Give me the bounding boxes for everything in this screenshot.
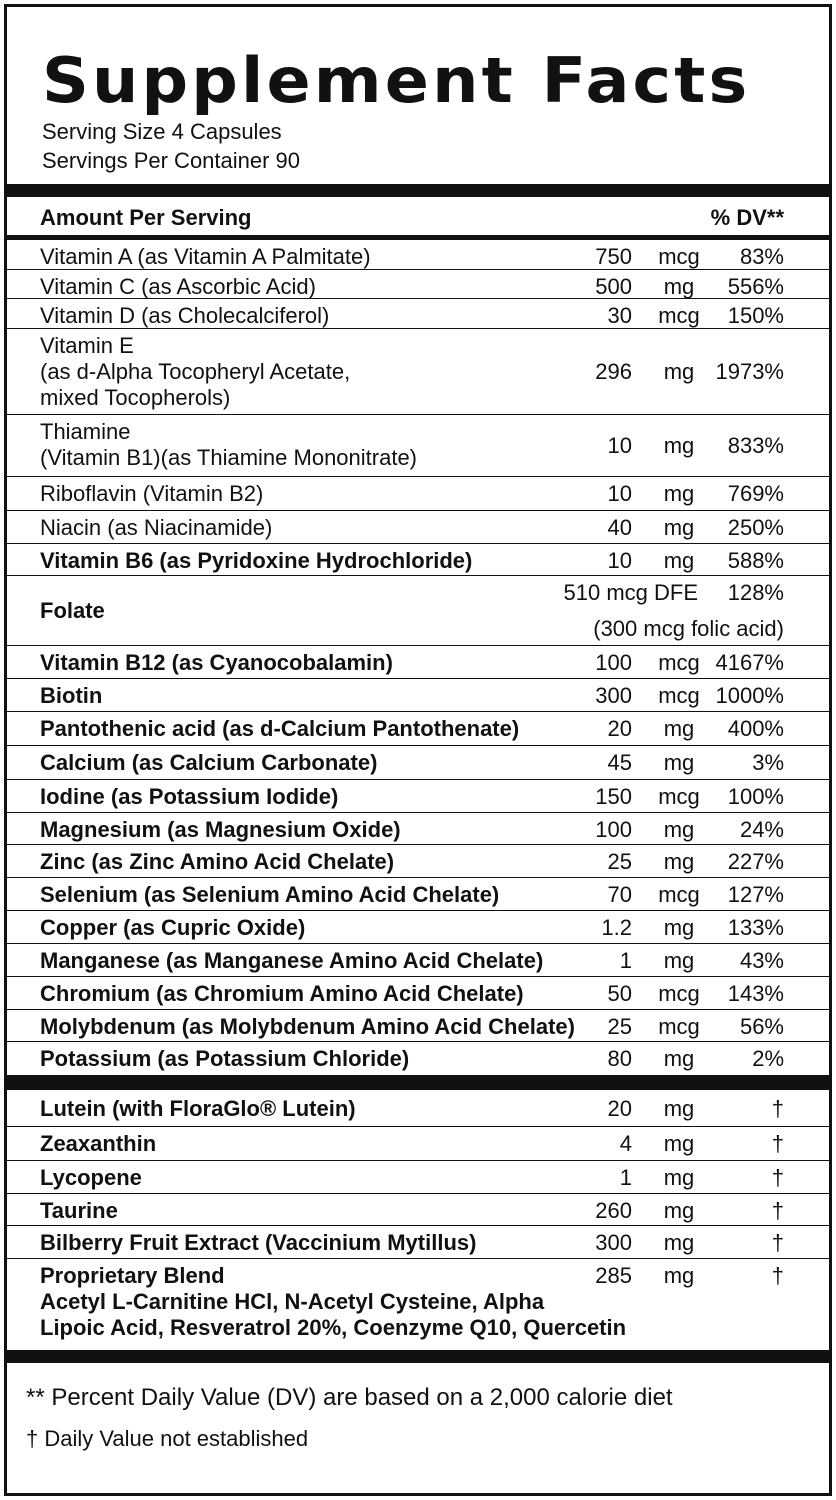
nutrient-row <box>4 1090 832 1127</box>
nutrient-name: Magnesium (as Magnesium Oxide) <box>40 817 401 842</box>
amount: 1 <box>619 948 632 973</box>
daily-value: † <box>771 1198 784 1223</box>
nutrient-name: Molybdenum (as Molybdenum Amino Acid Chelate) <box>40 1014 575 1039</box>
nutrient-name: Vitamin B6 (as Pyridoxine Hydrochloride) <box>40 548 473 573</box>
amount: 10 <box>607 481 632 506</box>
nutrient-row <box>4 270 832 299</box>
amount: 20 <box>607 716 632 741</box>
amount: 45 <box>607 750 632 775</box>
unit: mcg <box>658 882 700 907</box>
nutrient-name: Vitamin E (as d-Alpha Tocopheryl Acetate, mixed Tocopherols) <box>40 333 351 410</box>
daily-value: 100% <box>727 784 784 809</box>
nutrient-row <box>4 477 832 511</box>
daily-value: 2% <box>752 1046 784 1071</box>
nutrient-name: Niacin (as Niacinamide) <box>40 515 273 540</box>
nutrient-row <box>4 1010 832 1042</box>
unit: mcg <box>658 303 700 328</box>
unit: mcg <box>658 1014 700 1039</box>
nutrient-name: Vitamin B12 (as Cyanocobalamin) <box>40 650 393 675</box>
nutrient-name: Bilberry Fruit Extract (Vaccinium Mytillus) <box>40 1230 477 1255</box>
amount: 260 <box>595 1198 632 1223</box>
amount: 285 <box>595 1263 632 1288</box>
daily-value: † <box>771 1131 784 1156</box>
unit: mcg <box>658 981 700 1006</box>
unit: mcg <box>658 650 700 675</box>
nutrient-row <box>4 977 832 1010</box>
unit: mg <box>663 915 695 940</box>
unit: mcg <box>658 784 700 809</box>
nutrient-row <box>4 329 832 415</box>
nutrient-name: Thiamine (Vitamin B1)(as Thiamine Mononitrate) <box>40 419 418 470</box>
amount: 30 <box>607 303 632 328</box>
amount: 150 <box>595 784 632 809</box>
unit: mcg <box>658 683 700 708</box>
amount: 300 <box>595 1230 632 1255</box>
daily-value: 150% <box>727 303 784 328</box>
unit: mg <box>663 1131 695 1156</box>
servings-per-container: Servings Per Container 90 <box>42 148 301 173</box>
nutrient-row <box>4 1161 832 1194</box>
amount: 510 mcg DFE <box>563 580 698 605</box>
daily-value: 128% <box>727 580 784 605</box>
nutrient-name: Proprietary Blend Acetyl L-Carnitine HCl, N-Acetyl Cysteine, Alpha Lipoic Acid, Resveratrol 20%, Coenzyme Q10, Quercetin <box>40 1263 627 1340</box>
daily-value: 1973% <box>715 359 784 384</box>
daily-value: 400% <box>727 716 784 741</box>
unit: mg <box>663 849 695 874</box>
amount: 50 <box>607 981 632 1006</box>
nutrient-name: Vitamin A (as Vitamin A Palmitate) <box>40 244 371 269</box>
daily-value: 143% <box>727 981 784 1006</box>
unit: mg <box>663 1263 695 1288</box>
dv-footnote: ** Percent Daily Value (DV) are based on a 2,000 calorie diet <box>26 1384 673 1411</box>
daily-value: † <box>771 1230 784 1255</box>
nutrient-row <box>4 712 832 746</box>
daily-value: 127% <box>727 882 784 907</box>
nutrient-name: Calcium (as Calcium Carbonate) <box>40 750 378 775</box>
nutrient-name: Vitamin C (as Ascorbic Acid) <box>40 274 316 299</box>
amount: 20 <box>607 1095 632 1121</box>
daily-value: 833% <box>727 433 784 458</box>
daily-value: 83% <box>739 244 784 269</box>
nutrient-name: Manganese (as Manganese Amino Acid Chelate) <box>40 948 544 973</box>
amount: 296 <box>595 359 632 384</box>
nutrient-name: Biotin <box>40 683 103 708</box>
nutrient-row <box>4 1259 832 1350</box>
daily-value: 56% <box>739 1014 784 1039</box>
daily-value: 250% <box>727 515 784 540</box>
daily-value: 3% <box>752 750 784 775</box>
nutrient-row <box>4 1127 832 1161</box>
dagger-footnote: † Daily Value not established <box>26 1426 309 1451</box>
unit: mg <box>663 716 695 741</box>
daily-value: 43% <box>739 948 784 973</box>
amount: 1.2 <box>601 915 632 940</box>
nutrient-row <box>4 415 832 477</box>
amount-note: (300 mcg folic acid) <box>593 616 784 641</box>
nutrient-row <box>4 299 832 329</box>
daily-value: 556% <box>727 274 784 299</box>
nutrient-name: Potassium (as Potassium Chloride) <box>40 1046 410 1071</box>
amount: 80 <box>607 1046 632 1071</box>
nutrient-row <box>4 511 832 544</box>
nutrient-name: Zeaxanthin <box>40 1131 157 1156</box>
nutrient-row <box>4 544 832 576</box>
amount: 70 <box>607 882 632 907</box>
daily-value: † <box>771 1095 784 1121</box>
amount: 25 <box>607 1014 632 1039</box>
dv-header: % DV** <box>710 205 784 230</box>
unit: mcg <box>658 244 700 269</box>
thick-divider <box>4 1075 832 1090</box>
unit: mg <box>663 1165 695 1190</box>
amount: 100 <box>595 817 632 842</box>
serving-size: Serving Size 4 Capsules <box>42 119 282 144</box>
amount: 500 <box>595 274 632 299</box>
amount: 10 <box>607 548 632 573</box>
nutrient-row <box>4 576 832 646</box>
nutrient-name: Lycopene <box>40 1165 142 1190</box>
nutrient-row <box>4 944 832 977</box>
unit: mg <box>663 1046 695 1071</box>
daily-value: 4167% <box>715 650 784 675</box>
amount: 100 <box>595 650 632 675</box>
unit: mg <box>663 433 695 458</box>
nutrient-name: Vitamin D (as Cholecalciferol) <box>40 303 330 328</box>
daily-value: 769% <box>727 481 784 506</box>
thick-divider <box>4 1350 832 1363</box>
nutrient-row <box>4 911 832 944</box>
unit: mg <box>663 750 695 775</box>
nutrient-row <box>4 878 832 911</box>
nutrient-row <box>4 746 832 780</box>
nutrient-name: Copper (as Cupric Oxide) <box>40 915 306 940</box>
amount: 25 <box>607 849 632 874</box>
nutrient-name: Iodine (as Potassium Iodide) <box>40 784 339 809</box>
nutrient-row <box>4 813 832 845</box>
nutrient-name: Pantothenic acid (as d-Calcium Pantothenate) <box>40 716 520 741</box>
nutrient-name: Zinc (as Zinc Amino Acid Chelate) <box>40 849 395 874</box>
amount: 40 <box>607 515 632 540</box>
unit: mg <box>663 948 695 973</box>
amount: 750 <box>595 244 632 269</box>
nutrient-row <box>4 845 832 878</box>
nutrient-name: Selenium (as Selenium Amino Acid Chelate) <box>40 882 500 907</box>
nutrient-row <box>4 646 832 679</box>
page-title: Supplement Facts <box>42 44 751 117</box>
nutrient-row <box>4 1226 832 1259</box>
amount: 300 <box>595 683 632 708</box>
amount-per-serving-header: Amount Per Serving <box>40 205 252 230</box>
thick-divider <box>4 184 832 197</box>
daily-value: 227% <box>727 849 784 874</box>
nutrient-name: Taurine <box>40 1198 118 1223</box>
daily-value: 1000% <box>715 683 784 708</box>
nutrient-row <box>4 679 832 712</box>
nutrient-name: Riboflavin (Vitamin B2) <box>40 481 264 506</box>
nutrient-row <box>4 780 832 813</box>
unit: mg <box>663 274 695 299</box>
nutrient-name: Lutein (with FloraGlo® Lutein) <box>40 1095 356 1121</box>
nutrient-row <box>4 1042 832 1075</box>
unit: mg <box>663 515 695 540</box>
unit: mg <box>663 481 695 506</box>
amount: 1 <box>619 1165 632 1190</box>
unit: mg <box>663 1230 695 1255</box>
daily-value: † <box>771 1263 784 1288</box>
daily-value: † <box>771 1165 784 1190</box>
unit: mg <box>663 1198 695 1223</box>
nutrient-name: Chromium (as Chromium Amino Acid Chelate) <box>40 981 524 1006</box>
unit: mg <box>663 548 695 573</box>
daily-value: 133% <box>727 915 784 940</box>
amount: 10 <box>607 433 632 458</box>
unit: mg <box>663 1095 695 1121</box>
nutrient-name: Folate <box>40 598 105 623</box>
daily-value: 24% <box>739 817 784 842</box>
unit: mg <box>663 817 695 842</box>
nutrient-row <box>4 240 832 270</box>
nutrient-row <box>4 1194 832 1226</box>
amount: 4 <box>619 1131 632 1156</box>
daily-value: 588% <box>727 548 784 573</box>
unit: mg <box>663 359 695 384</box>
